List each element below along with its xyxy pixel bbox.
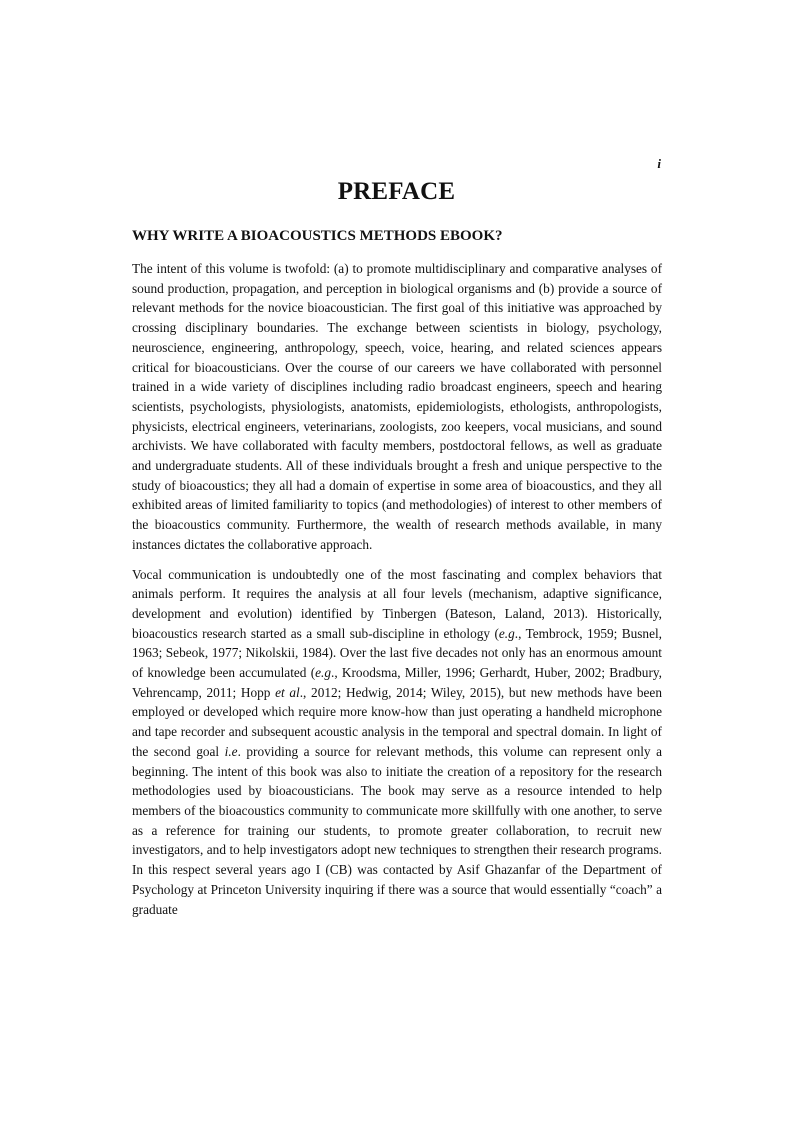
page-title: PREFACE xyxy=(337,178,456,205)
paragraph-2 xyxy=(132,565,662,920)
paragraph-1: The intent of this volume is twofold: (a) to promote multidisciplinary and comparative analyses of sound production, propagation, and perception in biological organisms and (b) provide a source of relevant methods for the novice bioacoustician. The first goal of this initiative was approached by crossing disciplinary boundaries. The exchange between scientists in biology, psychology, neuroscience, engineering, anthropology, speech, voice, hearing, and related sciences appears critical for bioacousticians. Over the course of our careers we have collaborated with personnel trained in a wide variety of disciplines including radio broadcast engineers, speech and hearing scientists, psychologists, physiologists, anatomists, epidemiologists, ethologists, anthropologists, physicists, electrical engineers, veterinarians, zoologists, zoo keepers, vocal musicians, and sound archivists. We have collaborated with faculty members, postdoctoral fellows, as well as graduate and undergraduate students. All of these individuals brought a fresh and unique perspective to the study of bioacoustics; they all had a domain of expertise in some area of bioacoustics, and they all exhibited areas of limited familiarity to topics (and methodologies) of interest to other members of the bioacoustics community. Furthermore, the wealth of research methods available, in many instances dictates the collaborative approach. xyxy=(132,261,662,552)
eg-abbreviation: e.g xyxy=(498,625,515,641)
page-number: i xyxy=(657,156,661,171)
paragraph-2-text: ., Tembrock, 1959; Busnel, 1963; Sebeok, 1977; Nikolskii, 1984). Over the last five decades not only has an enormous amount of knowledge been accumulated ( xyxy=(132,625,663,681)
eg-abbreviation: e.g xyxy=(315,665,331,681)
paragraph-2-text: ., 2012; Hedwig, 2014; Wiley, 2015), but new methods have been employed or developed which require more know-how than just operating a handheld microphone and tape recorder and subsequent acoustic analysis in the temporal and spectral domain. In light of the second goal xyxy=(132,684,662,759)
section-heading: WHY WRITE A BIOACOUSTICS METHODS EBOOK? xyxy=(132,228,503,244)
ie-abbreviation: i.e xyxy=(224,743,238,759)
et-al-abbreviation: et al xyxy=(275,684,300,700)
paragraph-2-text: ., Kroodsma, Miller, 1996; Gerhardt, Huber, 2002; Bradbury, Vehrencamp, 2011; Hopp xyxy=(132,665,662,700)
body-text xyxy=(132,259,662,929)
paragraph-2-text: . providing a source for relevant methods, this volume can represent only a beginning. The intent of this book was also to initiate the creation of a repository for the research methodologies used by bioacousticians. The book may serve as a resource intended to help members of the bioacoustics community to communicate more skillfully with one another, to serve as a reference for training our students, to promote greater collaboration, to recruit new investigators, and to help investigators adopt new techniques to strengthen their research programs. In this respect several years ago I (CB) was contacted by Asif Ghazanfar of the Department of Psychology at Princeton University inquiring if there was a source that would essentially “coach” a graduate xyxy=(132,743,662,917)
paragraph-2-text: Vocal communication is undoubtedly one of the most fascinating and complex behaviors that animals perform. It requires the analysis at all four levels (mechanism, adaptive significance, development and evolution) identified by Tinbergen (Bateson, Laland, 2013). Historically, bioacoustics research started as a small sub-discipline in ethology ( xyxy=(132,566,662,641)
